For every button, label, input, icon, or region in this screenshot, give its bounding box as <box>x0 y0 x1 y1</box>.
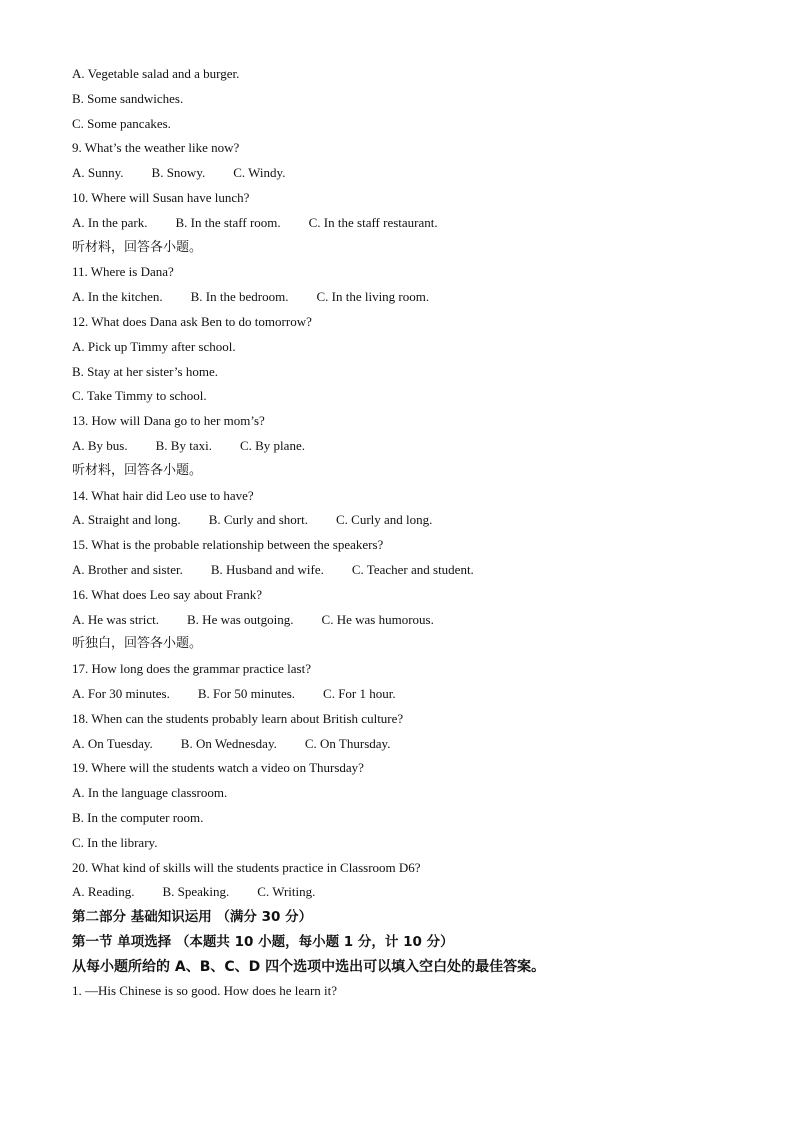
answer-options-row <box>72 211 732 236</box>
answer-option: B. Snowy. <box>151 165 206 181</box>
question-text: 15. What is the probable relationship between the speakers? <box>72 537 384 553</box>
answer-option: B. By taxi. <box>155 437 212 453</box>
answer-option-line: B. In the computer room. <box>72 809 204 825</box>
answer-option-line: C. Some pancakes. <box>72 115 171 131</box>
answer-option: C. In the living room. <box>316 289 430 305</box>
answer-option: C. On Thursday. <box>304 735 391 751</box>
answer-option-line: A. Pick up Timmy after school. <box>72 338 236 354</box>
answer-option-line: A. In the language classroom. <box>72 785 228 801</box>
answer-option: A. Brother and sister. <box>72 561 183 577</box>
answer-options-row <box>72 161 732 186</box>
document-page <box>72 62 732 1004</box>
answer-option-line: B. Some sandwiches. <box>72 90 184 106</box>
question-text: 19. Where will the students watch a video on Thursday? <box>72 760 364 776</box>
answer-option: A. Sunny. <box>72 165 124 181</box>
answer-options-row <box>72 285 732 310</box>
question-text: 16. What does Leo say about Frank? <box>72 586 263 602</box>
answer-option: A. Reading. <box>72 884 135 900</box>
answer-options-row <box>72 732 732 757</box>
answer-option: C. Windy. <box>233 165 286 181</box>
answer-option: A. In the park. <box>72 214 148 230</box>
answer-option: B. Speaking. <box>162 884 230 900</box>
answer-option: C. By plane. <box>239 437 305 453</box>
answer-options-row <box>72 682 732 707</box>
answer-option: B. For 50 minutes. <box>197 685 296 701</box>
question-text: 9. What’s the weather like now? <box>72 140 240 156</box>
answer-option: A. In the kitchen. <box>72 289 163 305</box>
question-text: 17. How long does the grammar practice last? <box>72 661 311 677</box>
answer-options-row <box>72 434 732 459</box>
section-instruction: 听材料，回答各小题。 <box>72 462 203 478</box>
question-text: 20. What kind of skills will the students practice in Classroom D6? <box>72 859 421 875</box>
section-heading: 第二部分 基础知识运用 （满分 30 分） <box>72 909 313 926</box>
answer-option: C. Curly and long. <box>336 512 433 528</box>
question-text: 11. Where is Dana? <box>72 264 174 280</box>
question-text: 14. What hair did Leo use to have? <box>72 487 254 503</box>
answer-option: C. Writing. <box>257 884 316 900</box>
section-heading: 从每小题所给的 A、B、C、D 四个选项中选出可以填入空白处的最佳答案。 <box>72 958 546 975</box>
answer-option: C. He was humorous. <box>321 611 434 627</box>
answer-option-line: A. Vegetable salad and a burger. <box>72 66 240 81</box>
answer-option: A. On Tuesday. <box>72 735 153 751</box>
answer-option: C. For 1 hour. <box>323 685 396 701</box>
answer-option: A. By bus. <box>72 437 128 453</box>
answer-option: B. He was outgoing. <box>187 611 294 627</box>
question-text: 10. Where will Susan have lunch? <box>72 189 250 205</box>
answer-option-line: B. Stay at her sister’s home. <box>72 363 218 379</box>
question-text: 1. —His Chinese is so good. How does he learn it? <box>72 983 338 999</box>
answer-option: C. Teacher and student. <box>351 561 474 577</box>
answer-option: B. On Wednesday. <box>180 735 277 751</box>
answer-option: A. Straight and long. <box>72 512 181 528</box>
answer-options-row <box>72 880 732 905</box>
answer-option: A. He was strict. <box>72 611 160 627</box>
question-text: 18. When can the students probably learn about British culture? <box>72 710 404 726</box>
answer-option: B. In the bedroom. <box>190 289 289 305</box>
answer-option-line: C. Take Timmy to school. <box>72 388 207 404</box>
question-text: 12. What does Dana ask Ben to do tomorrow? <box>72 313 312 329</box>
section-instruction: 听材料，回答各小题。 <box>72 239 203 255</box>
answer-option: B. In the staff room. <box>175 214 281 230</box>
answer-option: C. In the staff restaurant. <box>308 214 438 230</box>
section-heading: 第一节 单项选择 （本题共 10 小题，每小题 1 分，计 10 分） <box>72 933 454 950</box>
question-text: 13. How will Dana go to her mom’s? <box>72 413 265 429</box>
answer-options-row <box>72 608 732 633</box>
section-instruction: 听独白，回答各小题。 <box>72 636 203 652</box>
answer-option: B. Husband and wife. <box>210 561 324 577</box>
answer-option: B. Curly and short. <box>208 512 308 528</box>
answer-options-row <box>72 508 732 533</box>
answer-options-row <box>72 558 732 583</box>
answer-option-line: C. In the library. <box>72 834 158 850</box>
answer-option: A. For 30 minutes. <box>72 685 170 701</box>
